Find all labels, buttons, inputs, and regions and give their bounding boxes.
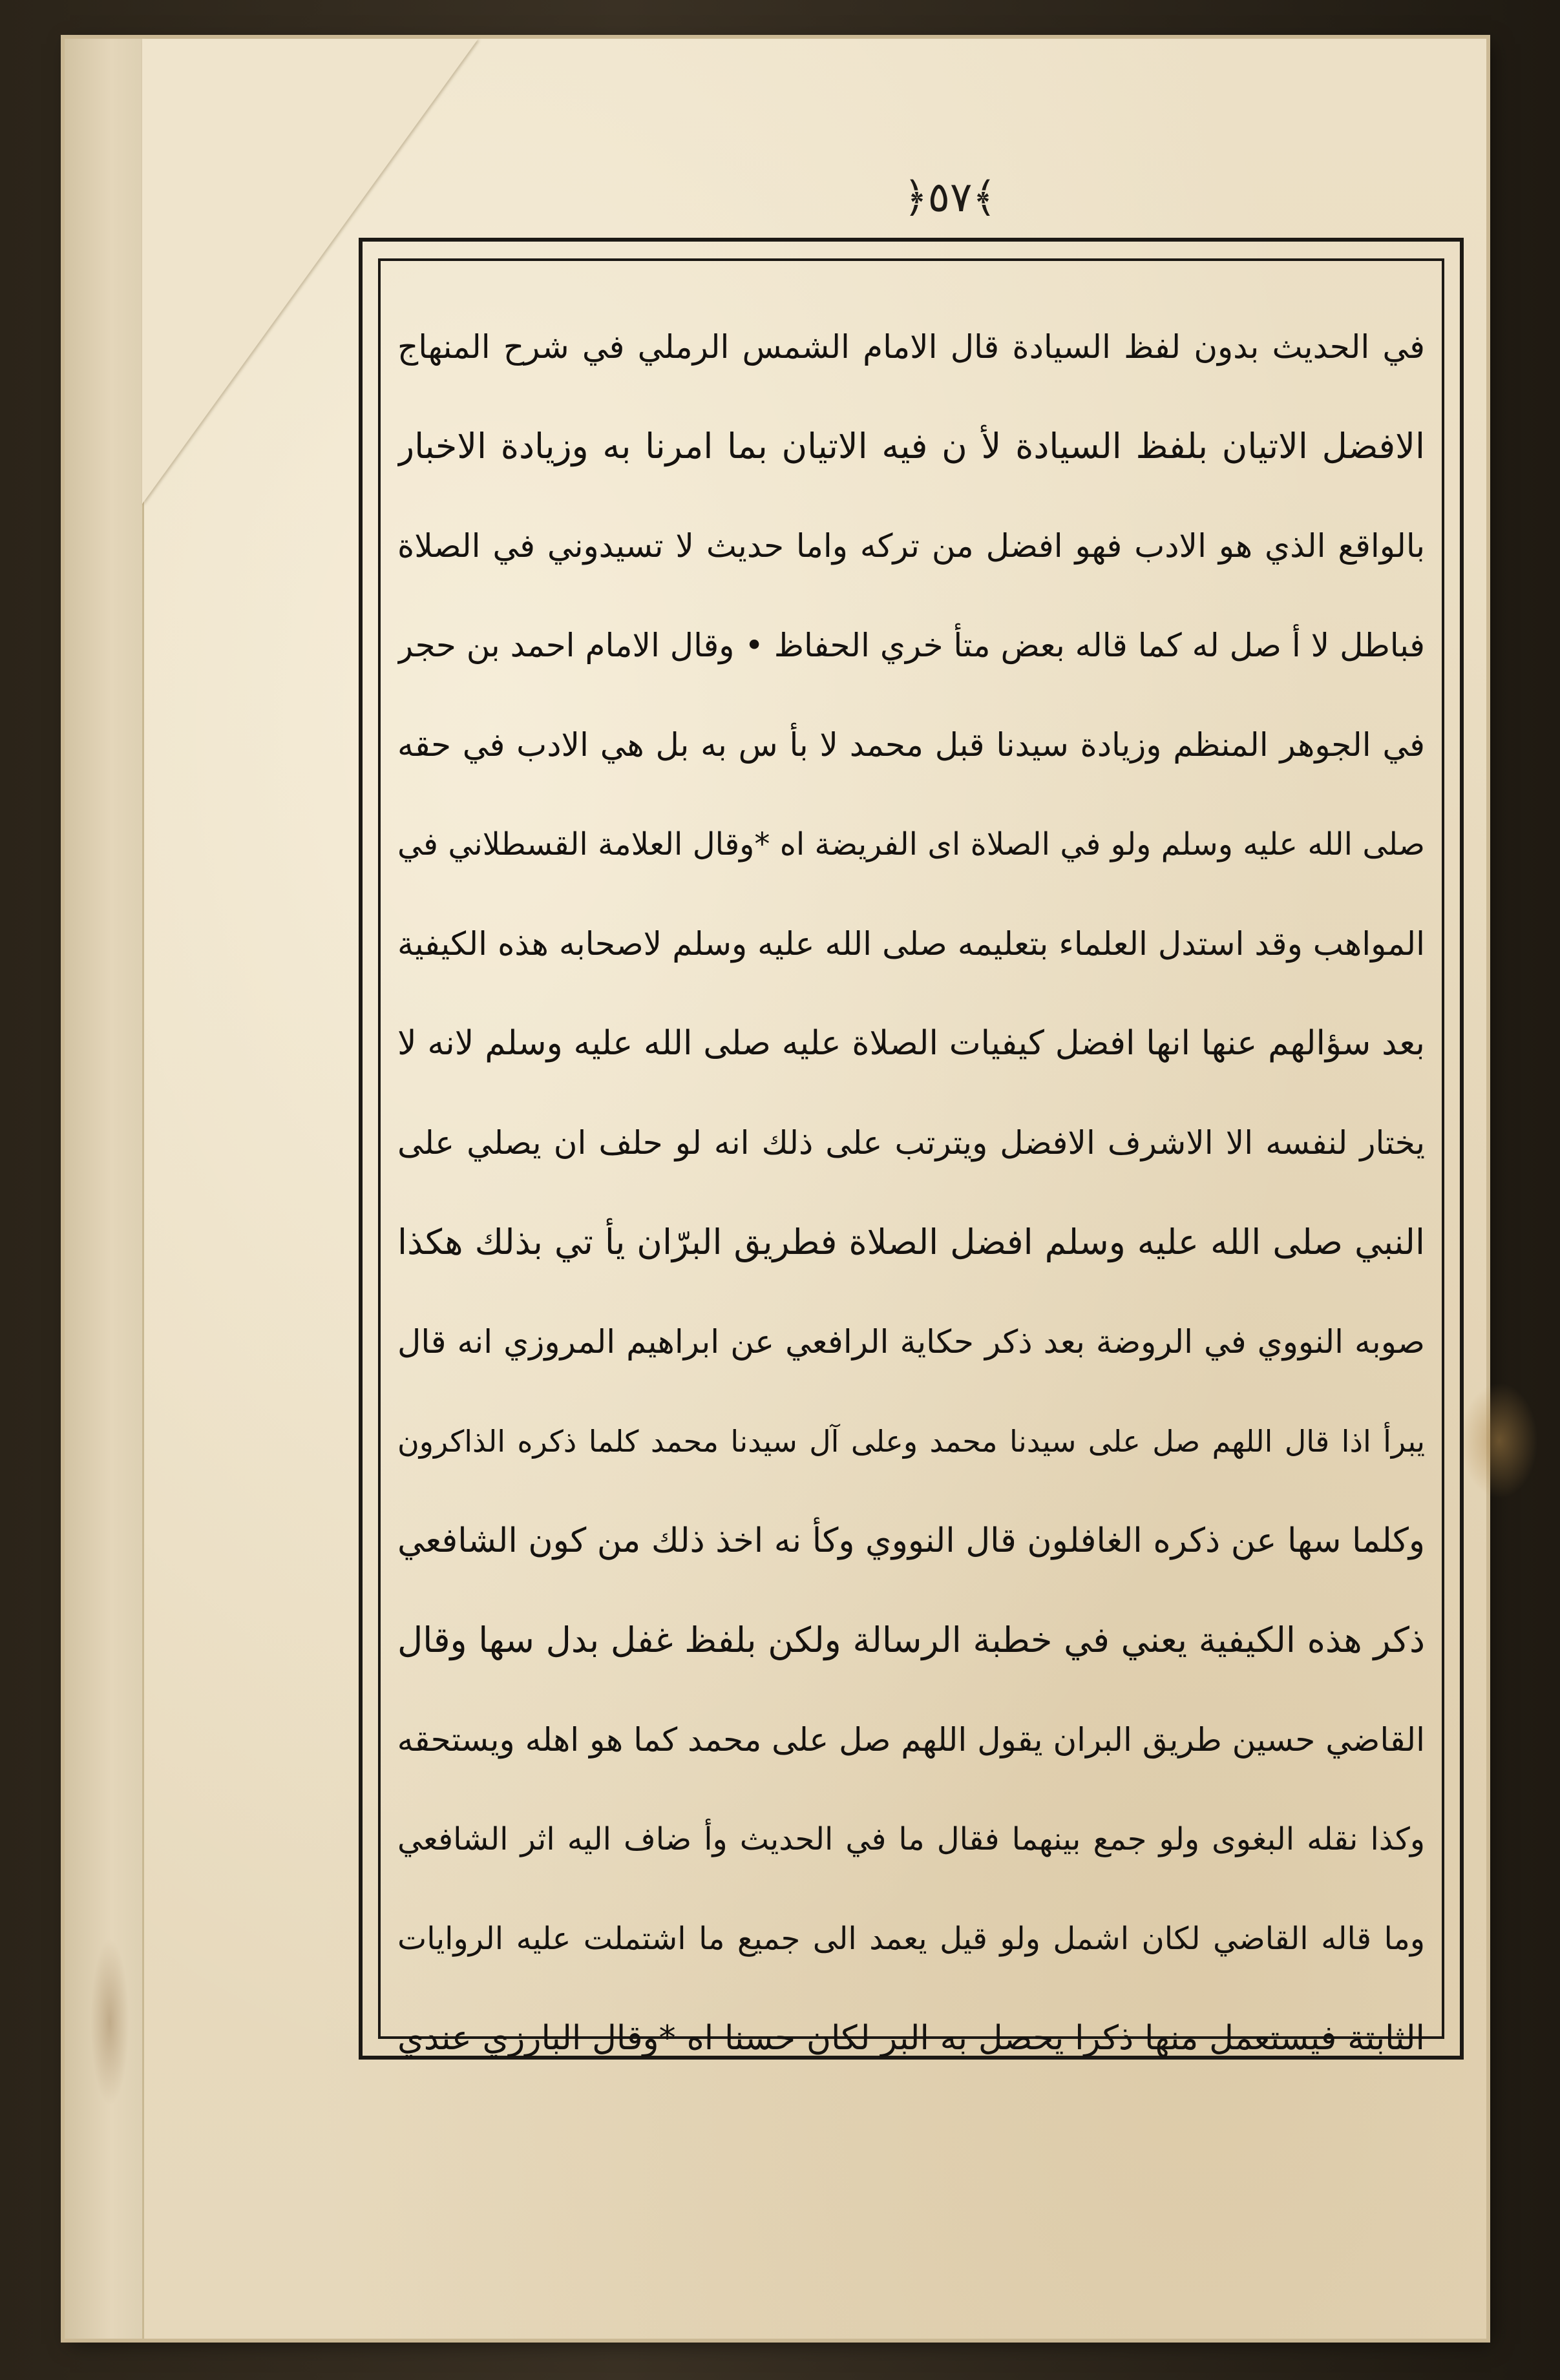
text-line: صوبه النووي في الروضة بعد ذكر حكاية الرافعي عن ابراهيم المروزي انه قال	[397, 1323, 1425, 1361]
body-text	[397, 297, 1425, 2058]
text-line: يختار لنفسه الا الاشرف الافضل ويترتب على ذلك انه لو حلف ان يصلي على	[397, 1124, 1425, 1162]
text-line: وكذا نقله البغوى ولو جمع بينهما فقال ما في الحديث وأ ضاف اليه اثر الشافعي	[397, 1821, 1425, 1857]
text-line: الافضل الاتيان بلفظ السيادة لأ ن فيه الاتيان بما امرنا به وزيادة الاخبار	[397, 426, 1425, 466]
text-line: وما قاله القاضي لكان اشمل ولو قيل يعمد الى جميع ما اشتملت عليه الروايات	[397, 1921, 1425, 1957]
age-stain	[1460, 1383, 1538, 1499]
age-stain-left	[90, 1938, 129, 2106]
page-number: ﴿٥٧﴾	[903, 174, 996, 222]
text-line: بالواقع الذي هو الادب فهو افضل من تركه واما حديث لا تسيدوني في الصلاة	[397, 527, 1425, 565]
text-line: يبرأ اذا قال اللهم صل على سيدنا محمد وعلى آل سيدنا محمد كلما ذكره الذاكرون	[397, 1424, 1425, 1459]
text-line: الثابتة فيستعمل منها ذكرا يحصل به البر لكان حسنا اه *وقال البارزي عندي	[397, 2019, 1425, 2058]
text-line: صلى الله عليه وسلم ولو في الصلاة اى الفريضة اه *وقال العلامة القسطلاني في	[397, 826, 1425, 862]
text-line: ذكر هذه الكيفية يعني في خطبة الرسالة ولكن بلفظ غفل بدل سها وقال	[397, 1620, 1425, 1660]
text-line: القاضي حسين طريق البران يقول اللهم صل على محمد كما هو اهله ويستحقه	[397, 1721, 1425, 1759]
text-line: بعد سؤالهم عنها انها افضل كيفيات الصلاة عليه صلى الله عليه وسلم لانه لا	[397, 1024, 1425, 1063]
text-line: في الجوهر المنظم وزيادة سيدنا قبل محمد لا بأ س به بل هي الادب في حقه	[397, 726, 1425, 764]
text-line: فباطل لا أ صل له كما قاله بعض متأ خري الحفاظ • وقال الامام احمد بن حجر	[397, 627, 1425, 664]
text-line: وكلما سها عن ذكره الغافلون قال النووي وكأ نه اخذ ذلك من كون الشافعي	[397, 1521, 1425, 1560]
text-line: في الحديث بدون لفظ السيادة قال الامام الشمس الرملي في شرح المنهاج	[397, 328, 1425, 366]
text-line: المواهب وقد استدل العلماء بتعليمه صلى الله عليه وسلم لاصحابه هذه الكيفية	[397, 925, 1425, 963]
text-line: النبي صلى الله عليه وسلم افضل الصلاة فطريق البرّان يأ تي بذلك هكذا	[397, 1222, 1425, 1262]
